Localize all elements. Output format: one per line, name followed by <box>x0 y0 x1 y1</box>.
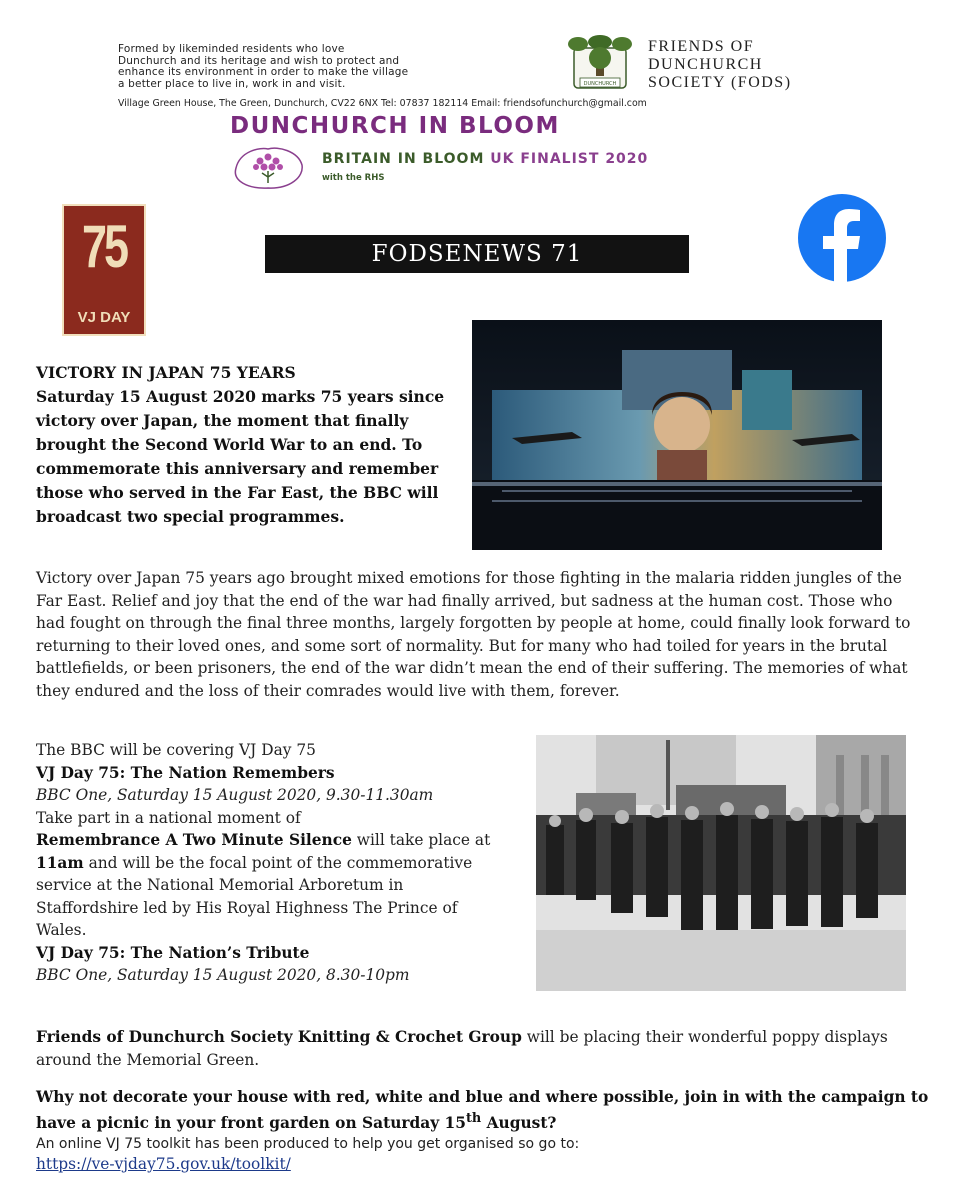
article-lead <box>36 361 456 529</box>
society-line: FRIENDS OF <box>648 38 755 55</box>
intro-line: enhance its environment in order to make the village <box>118 66 409 78</box>
silence-title: Remembrance A Two Minute Silence <box>36 831 352 849</box>
knitting-group: Friends of Dunchurch Society Knitting & Crochet Group <box>36 1028 522 1046</box>
facebook-icon[interactable] <box>797 193 887 283</box>
intro-line: Dunchurch and its heritage and wish to protect and <box>118 54 400 67</box>
badge-label: VJ DAY <box>77 309 131 326</box>
society-intro <box>118 44 478 90</box>
society-line: SOCIETY (FODS) <box>648 74 792 91</box>
silence-paragraph <box>36 829 506 942</box>
bloom-finalist <box>322 151 648 167</box>
decorate-text: Why not decorate your house with red, white and blue and where possible, join in with the campaign to have a picnic in your front garden on Saturday 15 <box>36 1088 929 1133</box>
newsletter-title: FODSENEWS 71 <box>265 235 689 273</box>
decorate-sup: th <box>465 1111 482 1126</box>
finalist-year: UK FINALIST 2020 <box>484 151 649 167</box>
bbc-intro: The BBC will be covering VJ Day 75 <box>36 741 316 759</box>
decorate-callout <box>36 1087 936 1134</box>
take-part-text: Take part in a national moment of <box>36 808 301 827</box>
programme-2-time: BBC One, Saturday 15 August 2020, 8.30-10pm <box>36 966 410 984</box>
knitting-note <box>36 1026 916 1071</box>
contact-address: Village Green House, The Green, Dunchurch, CV22 6NX Tel: 07837 182114 Email: friendsofunchurch@gmail.com <box>118 98 647 109</box>
projection-photo <box>472 320 882 550</box>
toolkit-note: An online VJ 75 toolkit has been produced to help you get organised so go to: <box>36 1136 580 1152</box>
article-lede: Saturday 15 August 2020 marks 75 years since victory over Japan, the moment that finally brought the Second World War to an end. To commemorate this anniversary and remember those who served in the Far East, the BBC will broadcast two special programmes. <box>36 387 445 526</box>
silence-time: 11am <box>36 853 84 872</box>
crest-text: DUNCHURCH <box>583 81 617 87</box>
crowd-photo <box>536 735 906 991</box>
silence-text: will take place at <box>351 831 491 849</box>
intro-line: Formed by likeminded residents who love <box>118 43 345 55</box>
toolkit-link[interactable]: https://ve-vjday75.gov.uk/toolkit/ <box>36 1155 291 1173</box>
society-name <box>648 38 792 92</box>
badge-number: 75 <box>81 213 127 280</box>
decorate-end: August? <box>481 1114 557 1133</box>
programme-1-title: VJ Day 75: The Nation Remembers <box>36 763 335 782</box>
vj-day-badge <box>62 204 146 336</box>
rhs-note: with the RHS <box>322 173 385 183</box>
bloom-flower-icon <box>230 145 306 191</box>
knitting-text: will be placing their wonderful poppy displays around the Memorial Green. <box>36 1028 888 1069</box>
society-line: DUNCHURCH <box>648 56 763 73</box>
article-heading: VICTORY IN JAPAN 75 YEARS <box>36 363 296 382</box>
bloom-title: DUNCHURCH IN BLOOM <box>230 113 560 139</box>
finalist-label: BRITAIN IN BLOOM <box>322 151 485 167</box>
silence-rest: and will be the focal point of the commemorative service at the National Memorial Arboretum in Staffordshire led by His Royal Highness The Prince of Wales. <box>36 853 473 939</box>
society-crest-icon <box>566 34 634 96</box>
programme-2-title: VJ Day 75: The Nation’s Tribute <box>36 943 310 962</box>
intro-line: a better place to live in, work in and visit. <box>118 77 346 90</box>
article-paragraph: Victory over Japan 75 years ago brought mixed emotions for those fighting in the malaria ridden jungles of the Far East. Relief and joy that the end of the war had finally arrived, but sadness at the human cost. Those who had fought on through the final three months, largely forgotten by people at home, could finally look forward to returning to their loved ones, and some sort of normality. But for many who had toiled for years in the brutal battlefields, or been prisoners, the end of the war didn’t mean the end of their suffering. The memories of what they endured and the loss of their comrades would live with them, forever. <box>36 569 911 700</box>
bbc-schedule <box>36 739 506 987</box>
programme-1-time: BBC One, Saturday 15 August 2020, 9.30-11.30am <box>36 786 434 804</box>
